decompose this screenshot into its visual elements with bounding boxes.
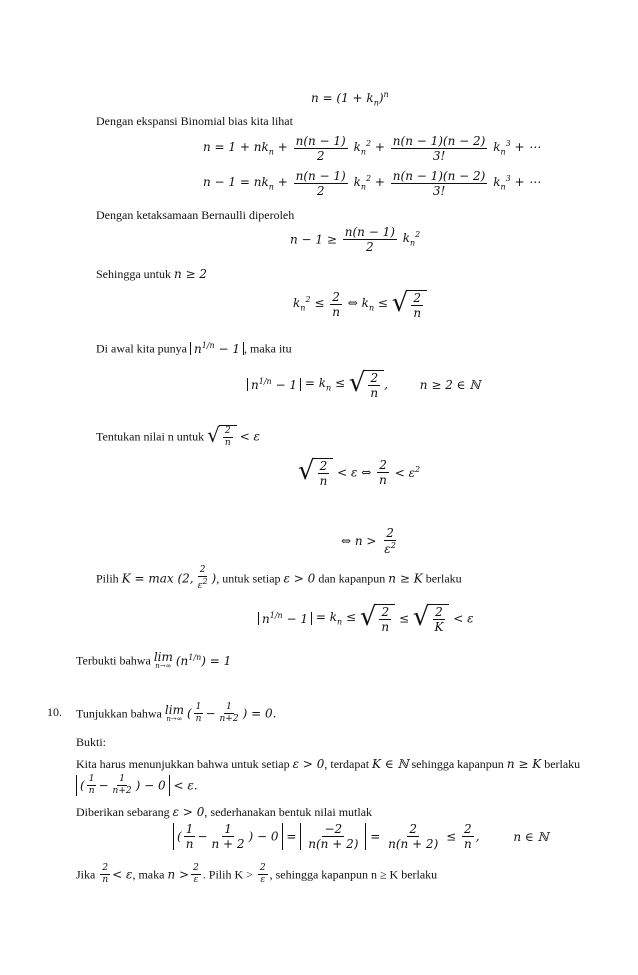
- text-terbukti: Terbukti bahwa lim n→∞ $(n^{1/n}) = 1$: [76, 650, 232, 670]
- text-di-awal: Di awal kita punya $n^{1/n} - 1$ , maka itu: [96, 340, 292, 356]
- equation-final-bound: $n^{1/n} - 1 = k_n$ ≤ √ $\frac{2}{n}$ ≤ √ $\frac{2}{K}$ < ε: [258, 604, 474, 633]
- equation-eps-1: √ $\frac{2}{n}$ < ε ⇔ $\frac{2}{n}$ < $\varepsilon^2$: [298, 456, 421, 488]
- equation-bernoulli: n − 1 ≥ $\frac{n(n - 1)}{2}$ $k_n^2$: [290, 225, 421, 254]
- text-sehingga: Sehingga untuk n ≥ 2: [96, 267, 208, 281]
- equation-binomial-1: $n = 1 + nk_n$ + $\frac{n(n - 1)}{2}$ $k_n^2$ + $\frac{n(n - 1)(n - 2)}{3!}$ $k_n^3$ + ⋯: [203, 134, 541, 163]
- text-bernoulli: Dengan ketaksamaan Bernaulli diperoleh: [96, 208, 295, 222]
- equation-n-def: $n = (1 + k_n)^n$: [311, 90, 389, 108]
- text-bukti: Bukti:: [76, 735, 107, 749]
- problem-number: 10.: [47, 705, 62, 719]
- equation-simplify: ( $\frac{1}{n}$ − $\frac{1}{n + 2}$ ) − 0 = $\frac{-2}{n(n + 2)}$ = $\frac{2}{n(n + 2)}$ ≤ $\frac{2}{n}$ , n ∈ ℕ: [173, 823, 549, 850]
- text-jika: Jika $\frac{2}{n}$ < ε, maka n > $\frac{2}{\varepsilon}$ . Pilih K > $\frac{2}{\varepsilon}$ , sehingga kapanpun n ≥ K berlaku: [76, 863, 438, 885]
- text-diberikan: Diberikan sebarang ε > 0, sederhanakan bentuk nilai mutlak: [76, 805, 373, 819]
- text-tentukan: Tentukan nilai n untuk √ $\frac{2}{n}$ < ε: [96, 423, 260, 448]
- text-binomial: Dengan ekspansi Binomial bias kita lihat: [96, 114, 293, 128]
- text-kita-harus: Kita harus menunjukkan bahwa untuk setiap ε > 0, terdapat K ∈ ℕ sehingga kapanpun n ≥ K berlaku: [76, 757, 581, 771]
- text-pilih-k: Pilih K = max (2, $\frac{2}{\varepsilon^2}$ ), untuk setiap ε > 0 dan kapanpun n ≥ K berlaku: [96, 565, 462, 591]
- equation-abs-bound: $n^{1/n} - 1 = k_n$ ≤ √ $\frac{2}{n}$ , n ≥ 2 ∈ ℕ: [247, 370, 480, 399]
- equation-binomial-2: $n - 1 = nk_n$ + $\frac{n(n - 1)}{2}$ $k_n^2$ + $\frac{n(n - 1)(n - 2)}{3!}$ $k_n^3$ + ⋯: [203, 169, 541, 198]
- equation-eps-2: ⇔ n > $\frac{2}{\varepsilon^2}$: [341, 526, 396, 556]
- equation-kn-bound: $k_n^2$ ≤ $\frac{2}{n}$ ⇔ $k_n$ ≤ √ $\frac{2}{n}$: [293, 290, 427, 319]
- equation-goal: ( $\frac{1}{n}$ − $\frac{1}{n+2}$ ) − 0 < ε.: [76, 775, 198, 796]
- problem-statement: Tunjukkan bahwa lim n→∞ ( $\frac{1}{n}$ − $\frac{1}{n+2}$ ) = 0.: [76, 702, 277, 724]
